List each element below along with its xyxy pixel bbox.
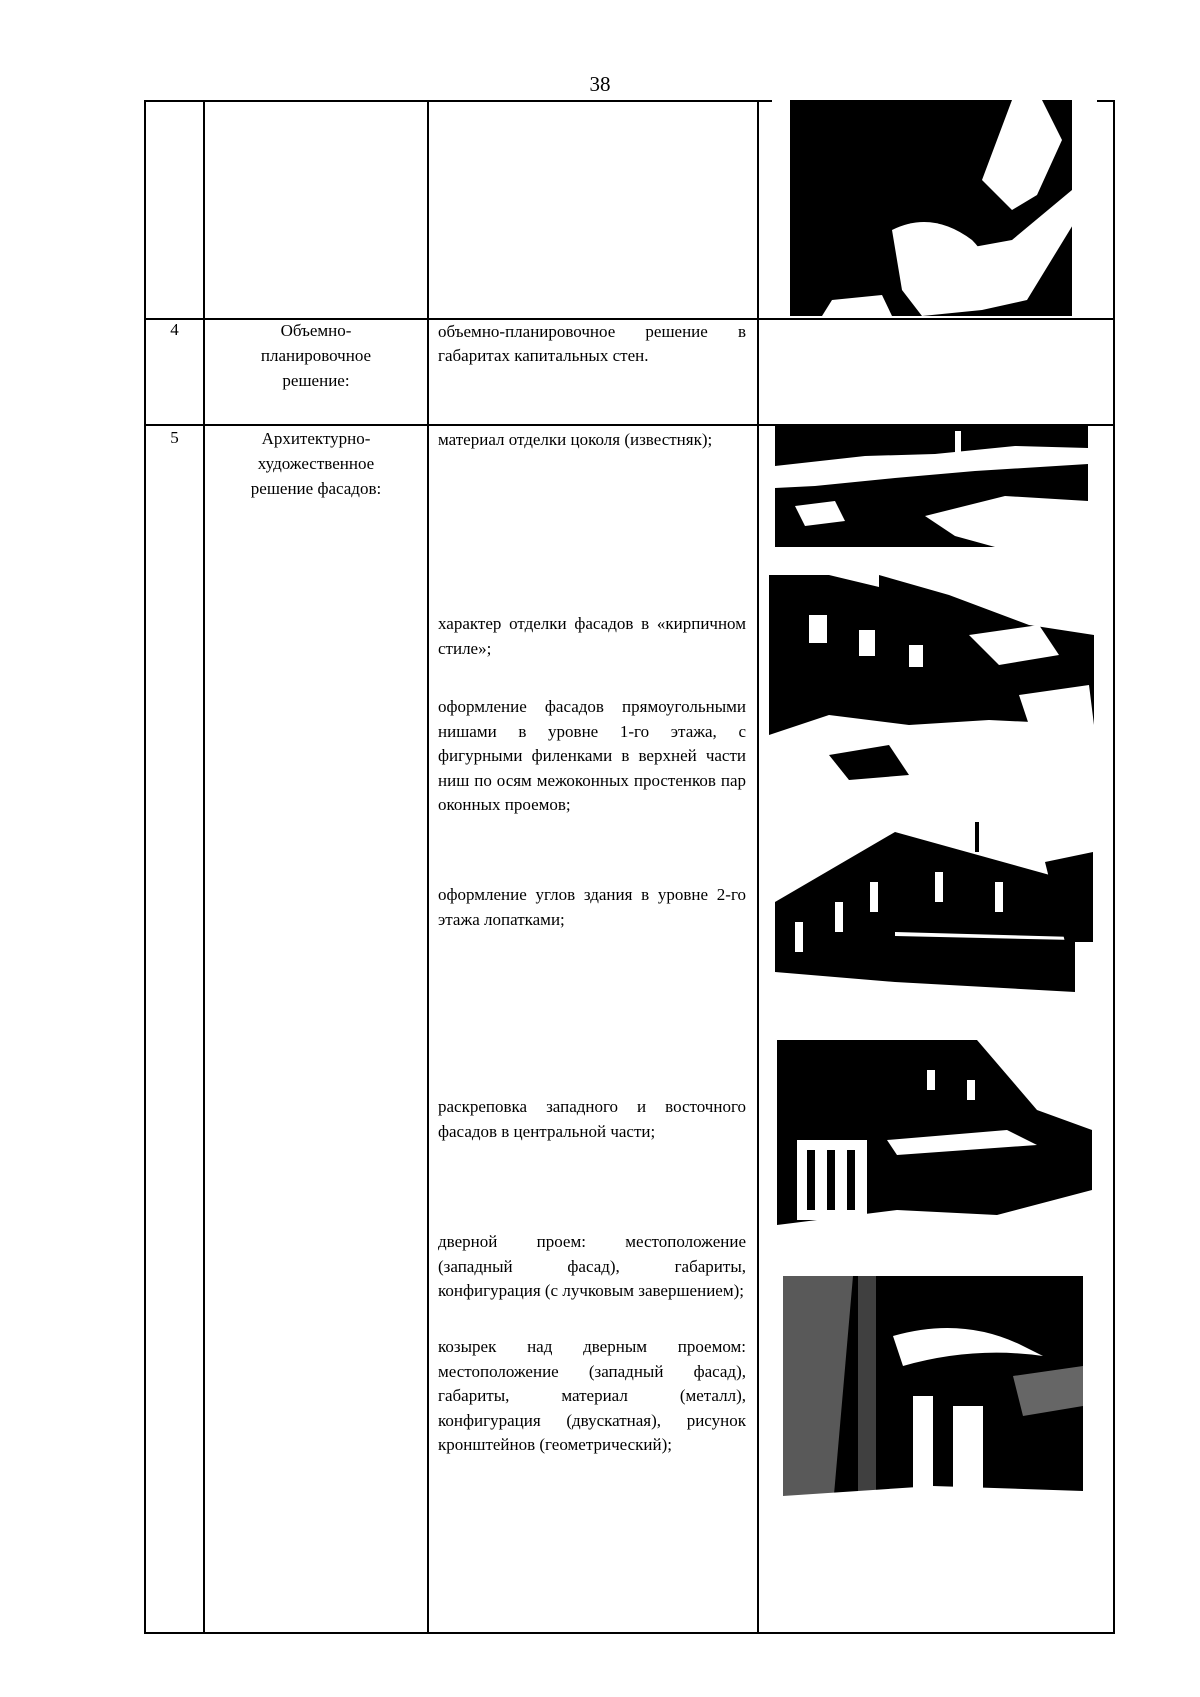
- facade-item-plinth: материал отделки цоколя (известняк);: [438, 430, 713, 449]
- row-4-name: Объемно-планировочное решение:: [260, 321, 372, 390]
- col-border-3: [757, 100, 759, 1634]
- row-4-number: 4: [170, 320, 179, 339]
- row-5-name: Архитектурно-художественное решение фасадов:: [250, 429, 382, 498]
- col-border-2: [427, 100, 429, 1634]
- table-bottom-border: [144, 1632, 1115, 1634]
- facade-item-projection: раскреповка западного и восточного фасадов в центральной части;: [438, 1097, 746, 1141]
- page-number: 38: [589, 72, 611, 96]
- doorway-canopy-photo: [783, 1276, 1083, 1516]
- projection-photo: [777, 1040, 1092, 1243]
- row-4-description: объемно-планировочное решение в габаритах капитальных стен.: [438, 322, 746, 365]
- row-5-number: 5: [170, 428, 179, 447]
- facade-item-niches: оформление фасадов прямоугольными нишами в уровне 1-го этажа, с фигурными филенками в верхней части ниш по осям межоконных простенков пар оконных проемов;: [438, 697, 746, 814]
- col-border-1: [203, 100, 205, 1634]
- facade-item-canopy: козырек над дверным проемом: местоположение (западный фасад), габариты, материал (металл), конфигурация (двускатная), рисунок кронштейнов (геометрический);: [438, 1337, 746, 1454]
- plinth-photo: [775, 426, 1088, 547]
- brick-facade-photo: [769, 575, 1094, 793]
- col-border-right: [1113, 100, 1115, 1634]
- facade-item-brick-style: характер отделки фасадов в «кирпичном стиле»;: [438, 614, 746, 658]
- facade-item-doorway: дверной проем: местоположение (западный фасад), габариты, конфигурация (с лучковым завершением);: [438, 1232, 746, 1300]
- facade-item-pilasters: оформление углов здания в уровне 2-го этажа лопатками;: [438, 885, 746, 929]
- corner-pilasters-photo: [775, 822, 1093, 1015]
- facade-photo-continued: [772, 100, 1097, 316]
